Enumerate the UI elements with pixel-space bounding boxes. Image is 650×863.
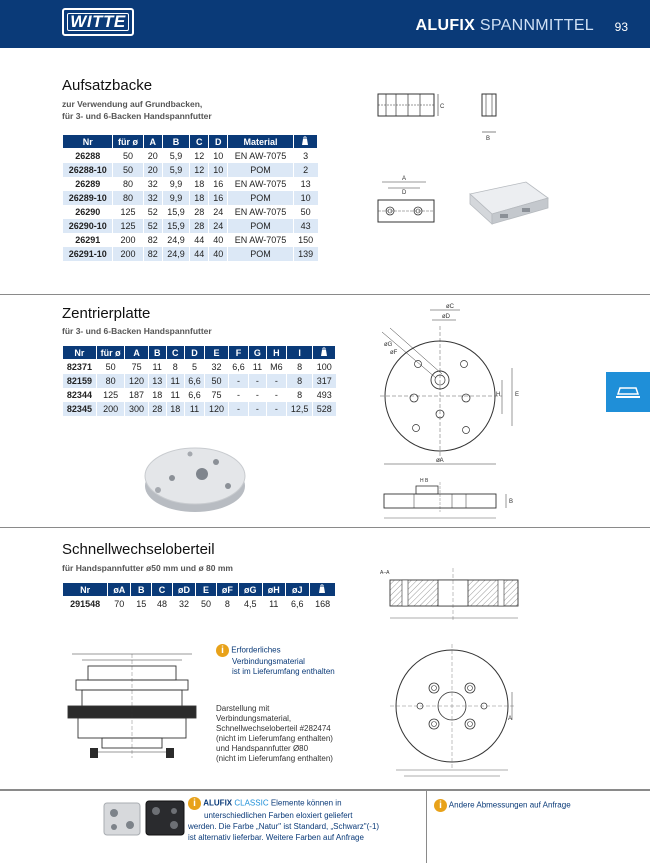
dim-label-hb: H B — [420, 478, 429, 484]
table-cell: 28 — [190, 219, 209, 233]
chuck-icon — [606, 372, 650, 412]
table-cell: 18 — [190, 177, 209, 191]
aufsatz-subtitle-1: zur Verwendung auf Grundbacken, — [62, 99, 203, 109]
table-cell: 8 — [216, 597, 238, 611]
table-cell: 4,5 — [238, 597, 262, 611]
schnell-title: Schnellwechseloberteil — [62, 541, 215, 558]
table-cell: - — [249, 402, 266, 416]
table-cell: 11 — [166, 388, 184, 402]
desc-line-4: (nicht im Lieferumfang enthalten) — [216, 734, 333, 743]
table-cell: EN AW-7075 — [228, 149, 294, 163]
dim-label-b: B — [509, 499, 514, 505]
weight-icon — [317, 584, 327, 594]
column-header: C — [152, 583, 173, 597]
table-cell: 6,6 — [228, 360, 249, 374]
dim-label-d: D — [402, 190, 407, 196]
table-cell: 26288-10 — [63, 163, 113, 177]
witte-logo — [62, 8, 134, 36]
table-cell: 11 — [166, 374, 184, 388]
column-header: A — [143, 135, 162, 149]
table-cell: 80 — [113, 177, 143, 191]
table-cell: 82 — [143, 233, 162, 247]
column-header — [313, 346, 336, 360]
table-cell: - — [266, 402, 287, 416]
table-cell: 5,9 — [162, 149, 189, 163]
table-cell: 26290-10 — [63, 219, 113, 233]
table-cell: 70 — [108, 597, 131, 611]
desc-line-1: Darstellung mit — [216, 704, 270, 713]
zentrier-subtitle: für 3- und 6-Backen Handspannfutter — [62, 326, 212, 336]
table-cell: 16 — [209, 177, 228, 191]
desc-line-6: (nicht im Lieferumfang enthalten) — [216, 754, 333, 763]
table-cell: 32 — [205, 360, 228, 374]
table-cell: 32 — [143, 177, 162, 191]
column-header: B — [162, 135, 189, 149]
footer-divider — [426, 791, 427, 863]
dim-label-a: A — [402, 176, 407, 182]
table-row — [63, 163, 318, 177]
header-title-bold: ALUFIX — [415, 17, 476, 34]
table-cell: 139 — [293, 247, 317, 261]
table-cell: 24 — [209, 219, 228, 233]
desc-line-5: und Handspannfutter Ø80 — [216, 744, 309, 753]
page-number: 93 — [614, 20, 628, 34]
table-cell: 8 — [287, 374, 313, 388]
table-cell: 52 — [143, 219, 162, 233]
schnell-description — [216, 704, 333, 764]
column-header: Material — [228, 135, 294, 149]
table-cell: 317 — [313, 374, 336, 388]
table-cell: 24 — [209, 205, 228, 219]
zentrier-table — [62, 345, 336, 416]
column-header: G — [249, 346, 266, 360]
zentrier-drawing — [370, 296, 530, 526]
zentrier-title: Zentrierplatte — [62, 305, 151, 322]
table-cell: 82371 — [63, 360, 97, 374]
footer-right-note — [434, 799, 571, 812]
column-header: Nr — [63, 135, 113, 149]
section-divider-1 — [0, 294, 650, 295]
section-divider-2 — [0, 527, 650, 528]
footer-right-text: Andere Abmessungen auf Anfrage — [448, 800, 571, 810]
table-cell: 2 — [293, 163, 317, 177]
table-row — [63, 374, 336, 388]
page-footer — [0, 789, 650, 863]
dim-label-f: øF — [390, 350, 398, 356]
table-row — [63, 597, 336, 611]
column-header: øH — [262, 583, 285, 597]
table-cell: 12 — [190, 149, 209, 163]
dim-label-c: øC — [446, 304, 454, 310]
table-cell: 32 — [143, 191, 162, 205]
schnell-subtitle: für Handspannfutter ø50 mm und ø 80 mm — [62, 563, 233, 573]
column-header: øF — [216, 583, 238, 597]
note-info-line-3: ist im Lieferumfang enthalten — [232, 667, 335, 676]
table-cell: 3 — [293, 149, 317, 163]
dim-label-g: øG — [384, 342, 393, 348]
table-row — [63, 177, 318, 191]
table-cell: 291548 — [63, 597, 108, 611]
table-cell: 11 — [262, 597, 285, 611]
table-cell: - — [249, 388, 266, 402]
column-header: Nr — [63, 346, 97, 360]
table-cell: - — [249, 374, 266, 388]
table-cell: 26289-10 — [63, 191, 113, 205]
table-cell: 120 — [205, 402, 228, 416]
table-cell: 40 — [209, 233, 228, 247]
schnell-assembly-drawing — [62, 648, 202, 772]
footer-brand: ALUFIX — [203, 798, 233, 808]
table-cell: 12,5 — [287, 402, 313, 416]
table-cell: POM — [228, 191, 294, 205]
table-cell: 40 — [209, 247, 228, 261]
table-cell: 50 — [113, 163, 143, 177]
footer-color-note — [188, 797, 379, 843]
table-cell: 43 — [293, 219, 317, 233]
table-cell: 300 — [125, 402, 148, 416]
footer-line-2: unterschiedlichen Farben eloxiert geliefert — [204, 811, 353, 820]
column-header: D — [209, 135, 228, 149]
table-cell: 16 — [209, 191, 228, 205]
table-cell: 8 — [166, 360, 184, 374]
table-cell: POM — [228, 219, 294, 233]
table-cell: 11 — [148, 360, 166, 374]
table-cell: 15 — [131, 597, 152, 611]
table-cell: 187 — [125, 388, 148, 402]
table-cell: 26290 — [63, 205, 113, 219]
alufix-cubes-photo — [100, 795, 190, 839]
table-cell: M6 — [266, 360, 287, 374]
table-cell: 44 — [190, 247, 209, 261]
dim-label-a: øA — [436, 458, 444, 464]
table-cell: 48 — [152, 597, 173, 611]
dim-label-b: B — [486, 136, 491, 142]
header-title-light: SPANNMITTEL — [479, 17, 594, 34]
table-cell: 9,9 — [162, 191, 189, 205]
table-cell: 13 — [148, 374, 166, 388]
table-cell: 200 — [96, 402, 125, 416]
column-header: F — [228, 346, 249, 360]
table-cell: 50 — [293, 205, 317, 219]
table-cell: 528 — [313, 402, 336, 416]
aufsatz-table — [62, 134, 318, 261]
table-cell: 125 — [113, 219, 143, 233]
info-icon: i — [216, 644, 229, 657]
table-cell: 200 — [113, 247, 143, 261]
column-header: E — [196, 583, 217, 597]
table-cell: 82 — [143, 247, 162, 261]
table-cell: - — [228, 388, 249, 402]
footer-rule — [0, 789, 650, 791]
info-icon: i — [434, 799, 447, 812]
table-cell: POM — [228, 163, 294, 177]
table-cell: 82159 — [63, 374, 97, 388]
table-cell: 11 — [249, 360, 266, 374]
table-cell: 9,9 — [162, 177, 189, 191]
header-title — [416, 17, 594, 35]
column-header: H — [266, 346, 287, 360]
column-header: øD — [172, 583, 195, 597]
table-cell: 50 — [96, 360, 125, 374]
table-cell: 493 — [313, 388, 336, 402]
column-header: E — [205, 346, 228, 360]
table-cell: 200 — [113, 233, 143, 247]
table-cell: 52 — [143, 205, 162, 219]
desc-line-3: Schnellwechseloberteil #282474 — [216, 724, 331, 733]
table-cell: 26288 — [63, 149, 113, 163]
table-cell: 20 — [143, 149, 162, 163]
table-row — [63, 191, 318, 205]
table-cell: 24,9 — [162, 233, 189, 247]
table-cell: 18 — [148, 388, 166, 402]
table-cell: 26289 — [63, 177, 113, 191]
dim-label-h: H — [496, 392, 501, 398]
column-header: B — [131, 583, 152, 597]
table-cell: 50 — [196, 597, 217, 611]
table-cell: 6,6 — [184, 374, 205, 388]
table-cell: - — [228, 402, 249, 416]
schnell-table — [62, 582, 336, 611]
table-cell: 13 — [293, 177, 317, 191]
info-icon: i — [188, 797, 201, 810]
table-row — [63, 402, 336, 416]
column-header: øG — [238, 583, 262, 597]
table-row — [63, 219, 318, 233]
dim-label-d: øD — [442, 314, 450, 320]
table-cell: 8 — [287, 360, 313, 374]
table-cell: 80 — [113, 191, 143, 205]
footer-line-3: werden. Die Farbe „Natur" ist Standard, „Schwarz"(-1) — [188, 822, 380, 831]
column-header: B — [148, 346, 166, 360]
table-cell: 100 — [313, 360, 336, 374]
table-cell: 6,6 — [285, 597, 309, 611]
aufsatz-title: Aufsatzbacke — [62, 77, 153, 94]
footer-line-1: Elemente können in — [268, 798, 342, 808]
column-header: A — [125, 346, 148, 360]
schnell-info-note — [216, 644, 335, 677]
dim-label-e: E — [515, 392, 520, 398]
column-header — [309, 583, 335, 597]
dim-label-c: C — [440, 104, 445, 110]
table-cell: 26291-10 — [63, 247, 113, 261]
table-cell: 20 — [143, 163, 162, 177]
column-header: C — [166, 346, 184, 360]
category-tab — [606, 372, 650, 412]
table-cell: 28 — [190, 205, 209, 219]
table-row — [63, 233, 318, 247]
desc-line-2: Verbindungsmaterial, — [216, 714, 292, 723]
aufsatz-photo — [464, 176, 552, 232]
table-row — [63, 149, 318, 163]
table-row — [63, 247, 318, 261]
section-label: A–A — [380, 570, 390, 576]
column-header: øA — [108, 583, 131, 597]
aufsatz-subtitle-2: für 3- und 6-Backen Handspannfutter — [62, 111, 212, 121]
column-header — [293, 135, 317, 149]
table-cell: 168 — [309, 597, 335, 611]
table-cell: 24,9 — [162, 247, 189, 261]
weight-icon — [300, 136, 310, 146]
table-cell: 18 — [190, 191, 209, 205]
table-cell: - — [266, 388, 287, 402]
table-cell: 5 — [184, 360, 205, 374]
note-info-line-2: Verbindungsmaterial — [232, 657, 305, 666]
table-cell: 8 — [287, 388, 313, 402]
column-header: Nr — [63, 583, 108, 597]
table-cell: 10 — [293, 191, 317, 205]
table-cell: - — [228, 374, 249, 388]
table-cell: 10 — [209, 149, 228, 163]
brand-text: WITTE — [70, 12, 126, 31]
table-cell: EN AW-7075 — [228, 177, 294, 191]
table-cell: 28 — [148, 402, 166, 416]
table-row — [63, 388, 336, 402]
footer-classic: CLASSIC — [234, 798, 269, 808]
weight-icon — [319, 347, 329, 357]
table-cell: 44 — [190, 233, 209, 247]
table-cell: 15,9 — [162, 219, 189, 233]
column-header: C — [190, 135, 209, 149]
table-cell: 6,6 — [184, 388, 205, 402]
table-cell: 5,9 — [162, 163, 189, 177]
table-cell: 18 — [166, 402, 184, 416]
zentrier-photo — [140, 434, 250, 518]
table-cell: 50 — [113, 149, 143, 163]
table-cell: 125 — [96, 388, 125, 402]
table-row — [63, 360, 336, 374]
table-cell: 50 — [205, 374, 228, 388]
page-header — [0, 0, 650, 48]
table-row — [63, 205, 318, 219]
table-cell: 26291 — [63, 233, 113, 247]
table-cell: 82345 — [63, 402, 97, 416]
table-cell: 11 — [184, 402, 205, 416]
table-cell: 82344 — [63, 388, 97, 402]
column-header: øJ — [285, 583, 309, 597]
table-cell: - — [266, 374, 287, 388]
dim-label-a: A — [508, 716, 513, 722]
table-cell: 120 — [125, 374, 148, 388]
table-cell: EN AW-7075 — [228, 233, 294, 247]
table-cell: 12 — [190, 163, 209, 177]
table-cell: 75 — [125, 360, 148, 374]
table-cell: 150 — [293, 233, 317, 247]
table-cell: 15,9 — [162, 205, 189, 219]
table-cell: 80 — [96, 374, 125, 388]
column-header: I — [287, 346, 313, 360]
table-cell: 125 — [113, 205, 143, 219]
schnell-section-drawing — [380, 566, 530, 626]
note-info-line-1: Erforderliches — [231, 645, 281, 655]
table-cell: 10 — [209, 163, 228, 177]
footer-line-4: ist alternativ lieferbar. Weitere Farben auf Anfrage — [188, 833, 364, 842]
table-cell: POM — [228, 247, 294, 261]
column-header: D — [184, 346, 205, 360]
table-cell: 32 — [172, 597, 195, 611]
table-cell: 75 — [205, 388, 228, 402]
schnell-top-drawing — [380, 632, 530, 782]
column-header: für ø — [113, 135, 143, 149]
table-cell: EN AW-7075 — [228, 205, 294, 219]
column-header: für ø — [96, 346, 125, 360]
